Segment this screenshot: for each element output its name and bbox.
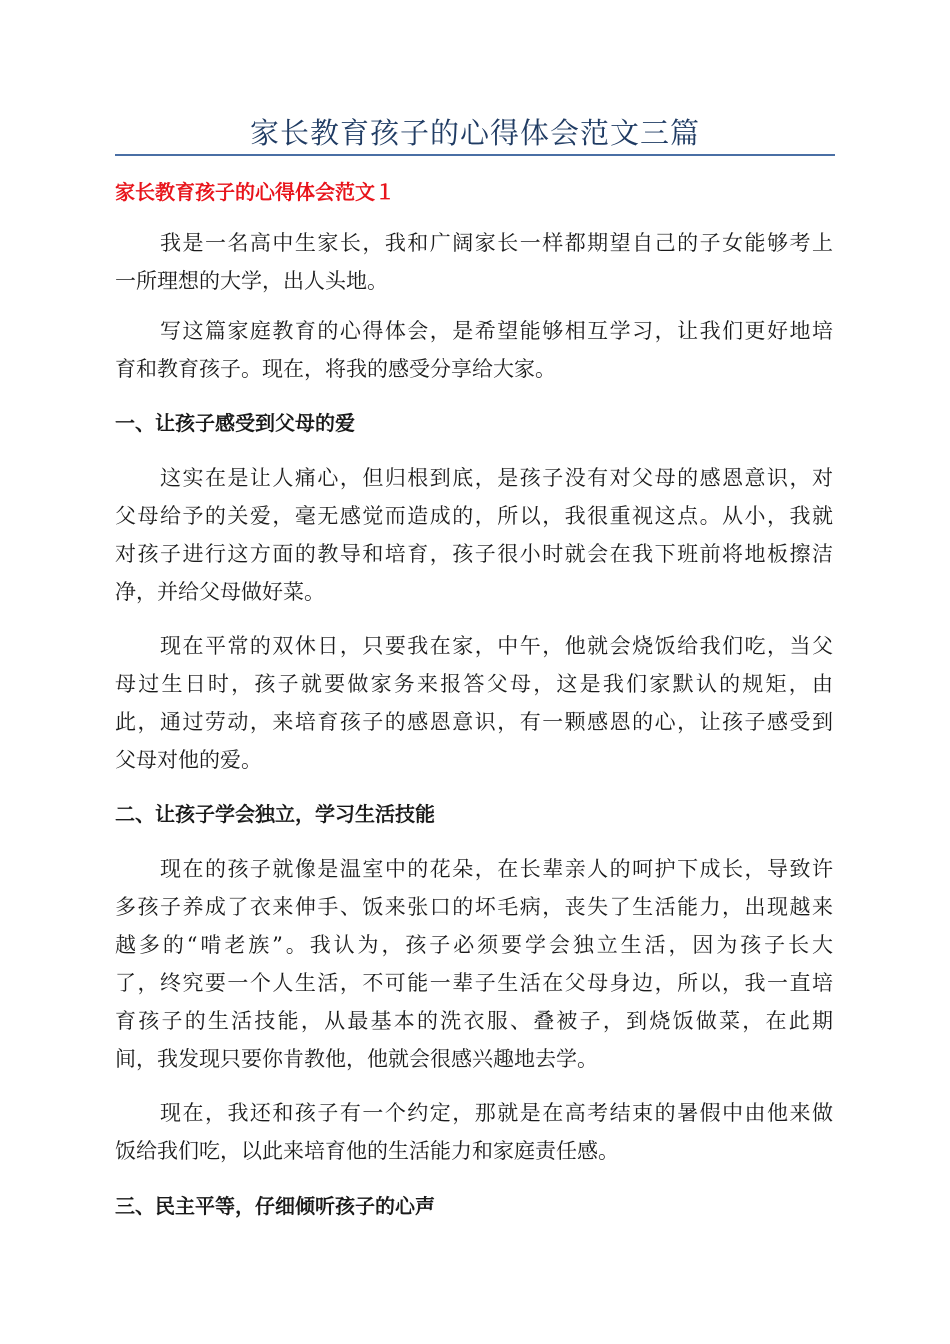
paragraph-3 <box>115 459 833 611</box>
heading-2: 二、让孩子学会独立，学习生活技能 <box>115 802 435 826</box>
paragraph-line: 饭给我们吃，以此来培育他的生活能力和家庭责任感。 <box>115 1139 619 1163</box>
paragraph-2 <box>115 312 833 388</box>
paragraph-line: 多孩子养成了衣来伸手、饭来张口的坏毛病，丧失了生活能力，出现越来 <box>115 895 833 919</box>
paragraph-line: 现在平常的双休日，只要我在家，中午，他就会烧饭给我们吃，当父 <box>160 634 833 658</box>
paragraph-6 <box>115 1094 833 1170</box>
paragraph-line: 一所理想的大学，出人头地。 <box>115 269 388 293</box>
paragraph-line: 这实在是让人痛心，但归根到底，是孩子没有对父母的感恩意识，对 <box>160 466 833 490</box>
paragraph-line: 母过生日时，孩子就要做家务来报答父母，这是我们家默认的规矩，由 <box>115 672 833 696</box>
document-title: 家长教育孩子的心得体会范文三篇 <box>249 116 700 150</box>
paragraph-line: 写这篇家庭教育的心得体会，是希望能够相互学习，让我们更好地培 <box>160 319 833 343</box>
heading-1: 一、让孩子感受到父母的爱 <box>115 411 355 435</box>
paragraph-line: 父母对他的爱。 <box>115 748 262 772</box>
paragraph-5 <box>115 850 833 1078</box>
paragraph-line: 了，终究要一个人生活，不可能一辈子生活在父母身边，所以，我一直培 <box>115 971 833 995</box>
paragraph-line: 现在，我还和孩子有一个约定，那就是在高考结束的暑假中由他来做 <box>160 1101 833 1125</box>
paragraph-1 <box>115 224 833 300</box>
paragraph-line: 净，并给父母做好菜。 <box>115 580 325 604</box>
paragraph-line: 此，通过劳动，来培育孩子的感恩意识，有一颗感恩的心，让孩子感受到 <box>115 710 833 734</box>
heading-3: 三、民主平等，仔细倾听孩子的心声 <box>115 1194 435 1218</box>
paragraph-line: 现在的孩子就像是温室中的花朵，在长辈亲人的呵护下成长，导致许 <box>160 857 833 881</box>
title-underline <box>115 154 835 156</box>
paragraph-line: 我是一名高中生家长，我和广阔家长一样都期望自己的子女能够考上 <box>160 231 833 255</box>
paragraph-line: 对孩子进行这方面的教导和培育，孩子很小时就会在我下班前将地板擦洁 <box>115 542 833 566</box>
paragraph-line: 间，我发现只要你肯教他，他就会很感兴趣地去学。 <box>115 1047 598 1071</box>
paragraph-line: 育和教育孩子。现在，将我的感受分享给大家。 <box>115 357 556 381</box>
section-title: 家长教育孩子的心得体会范文１ <box>115 180 395 204</box>
paragraph-line: 育孩子的生活技能，从最基本的洗衣服、叠被子，到烧饭做菜，在此期 <box>115 1009 833 1033</box>
paragraph-line: 越多的“啃老族”。我认为，孩子必须要学会独立生活，因为孩子长大 <box>115 933 833 957</box>
paragraph-line: 父母给予的关爱，毫无感觉而造成的，所以，我很重视这点。从小，我就 <box>115 504 833 528</box>
paragraph-4 <box>115 627 833 779</box>
